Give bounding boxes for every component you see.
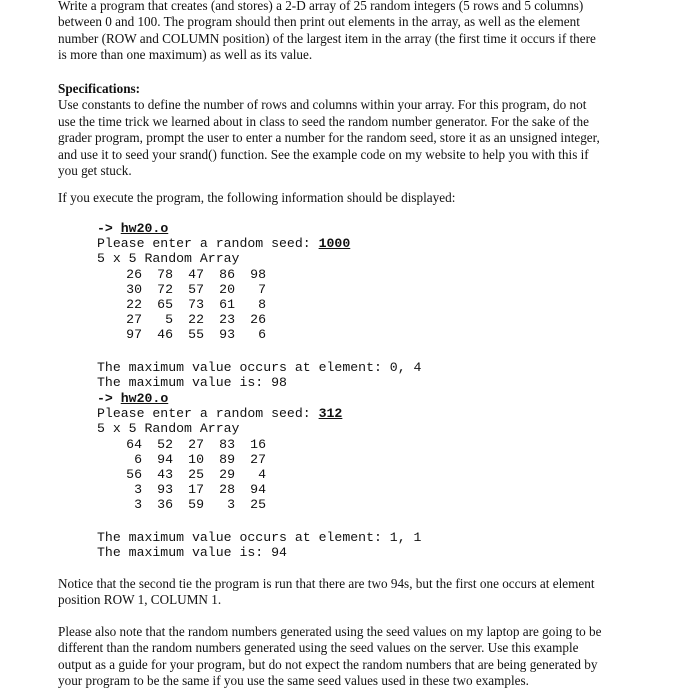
array-cell: 4: [258, 467, 266, 483]
array-cell: 3: [134, 482, 142, 498]
array-cell: 3: [227, 497, 235, 513]
array-cell: 52: [157, 436, 173, 452]
seed-prompt: Please enter a random seed:: [97, 406, 319, 422]
array-cell: 43: [157, 467, 173, 483]
array-cell: 5: [165, 312, 173, 328]
array-cell: 73: [188, 297, 204, 313]
array-cell: 61: [219, 297, 235, 313]
note-line: your program to be the same if you use the same seed values used in these two examples.: [58, 673, 529, 689]
array-cell: 36: [157, 497, 173, 513]
random-array-grid: [111, 267, 350, 343]
array-cell: 25: [188, 467, 204, 483]
seed-prompt-line: [97, 236, 350, 251]
array-cell: 7: [258, 281, 266, 297]
array-cell: 46: [157, 327, 173, 343]
spec-line: use the time trick we learned about in class to seed the random number generator. For the sake of the: [58, 113, 589, 129]
array-cell: 25: [250, 497, 266, 513]
array-row: [111, 437, 342, 452]
prompt-arrow: ->: [97, 221, 113, 236]
note-line: output as a guide for your program, but do not expect the random numbers that are being generated by: [58, 656, 598, 672]
seed-value: 1000: [318, 236, 351, 252]
example-run-2: [97, 391, 342, 513]
notice-line: Notice that the second tie the program is run that there are two 94s, but the first one occurs at element: [58, 576, 595, 591]
example-run-2-results: [97, 530, 421, 560]
seed-value: 312: [318, 406, 343, 422]
array-cell: 10: [188, 451, 204, 467]
spec-line: Use constants to define the number of rows and columns within your array. For this program, do not: [58, 97, 587, 113]
array-row: [111, 497, 342, 512]
intro-line: number (ROW and COLUMN position) of the largest item in the array (the first time it occurs if there: [58, 30, 596, 46]
array-cell: 29: [219, 467, 235, 483]
array-cell: 83: [219, 436, 235, 452]
array-row: [111, 467, 342, 482]
array-row: [111, 482, 342, 497]
spec-line: grader program, prompt the user to enter a number for the random seed, store it as an unsigned integer,: [58, 130, 600, 146]
array-cell: 26: [126, 266, 142, 282]
seed-prompt: Please enter a random seed:: [97, 236, 319, 252]
prompt-arrow: ->: [97, 391, 113, 406]
array-cell: 93: [219, 327, 235, 343]
array-cell: 94: [250, 482, 266, 498]
array-row: [111, 282, 350, 297]
array-cell: 6: [258, 327, 266, 343]
array-cell: 20: [219, 281, 235, 297]
array-cell: 57: [188, 281, 204, 297]
max-element-line: The maximum value occurs at element: 1, 1: [97, 530, 422, 545]
max-value-line: The maximum value is: 98: [97, 375, 287, 391]
array-cell: 17: [188, 482, 204, 498]
intro-paragraph: [58, 0, 628, 64]
array-cell: 59: [188, 497, 204, 513]
array-cell: 30: [126, 281, 142, 297]
max-value-line: The maximum value is: 94: [97, 545, 287, 561]
note-paragraph: [58, 624, 628, 690]
array-cell: 27: [188, 436, 204, 452]
array-cell: 65: [157, 297, 173, 313]
array-cell: 55: [188, 327, 204, 343]
intro-line: between 0 and 100. The program should then print out elements in the array, as well as the element: [58, 14, 580, 30]
execute-paragraph: [58, 190, 628, 206]
command-line: [97, 221, 350, 236]
array-cell: 22: [126, 297, 142, 313]
example-run-1-results: [97, 360, 421, 390]
array-cell: 56: [126, 467, 142, 483]
array-cell: 28: [219, 482, 235, 498]
seed-prompt-line: [97, 406, 342, 421]
array-title: 5 x 5 Random Array: [97, 251, 240, 267]
array-cell: 93: [157, 482, 173, 498]
array-cell: 72: [157, 281, 173, 297]
array-cell: 97: [126, 327, 142, 343]
array-row: [111, 452, 342, 467]
array-cell: 26: [250, 312, 266, 328]
array-cell: 47: [188, 266, 204, 282]
command-line: [97, 391, 342, 406]
array-row: [111, 327, 350, 342]
max-element-line: The maximum value occurs at element: 0, 4: [97, 360, 422, 375]
notice-line: position ROW 1, COLUMN 1.: [58, 592, 222, 608]
intro-line: Write a program that creates (and stores) a 2-D array of 25 random integers (5 rows and 5 columns): [58, 0, 584, 13]
notice-paragraph: [58, 576, 628, 609]
specifications-section: [58, 81, 628, 179]
array-cell: 64: [126, 436, 142, 452]
array-cell: 27: [250, 451, 266, 467]
intro-line: is more than one maximum) as well as its value.: [58, 47, 313, 63]
array-row: [111, 312, 350, 327]
array-row: [111, 267, 350, 282]
note-line: different than the random numbers generated using the seed values on the server. Use this example: [58, 640, 579, 656]
array-cell: 16: [250, 436, 266, 452]
array-cell: 98: [250, 266, 266, 282]
array-cell: 8: [258, 297, 266, 313]
array-cell: 3: [134, 497, 142, 513]
array-cell: 6: [134, 451, 142, 467]
spec-line: you get stuck.: [58, 163, 132, 179]
execute-line: If you execute the program, the following information should be displayed:: [58, 190, 456, 205]
note-line: Please also note that the random numbers generated using the seed values on my laptop are going to be: [58, 624, 602, 639]
array-cell: 86: [219, 266, 235, 282]
array-title: 5 x 5 Random Array: [97, 421, 240, 437]
command-text: hw20.o: [120, 221, 169, 236]
command-text: hw20.o: [120, 391, 169, 406]
array-cell: 27: [126, 312, 142, 328]
array-cell: 23: [219, 312, 235, 328]
array-cell: 94: [157, 451, 173, 467]
example-run-1: [97, 221, 350, 343]
array-cell: 89: [219, 451, 235, 467]
random-array-grid: [111, 437, 342, 513]
specifications-heading: Specifications:: [58, 81, 141, 96]
array-cell: 22: [188, 312, 204, 328]
array-row: [111, 297, 350, 312]
array-cell: 78: [157, 266, 173, 282]
spec-line: and use it to seed your srand() function. See the example code on my website to help you with this if: [58, 146, 589, 162]
